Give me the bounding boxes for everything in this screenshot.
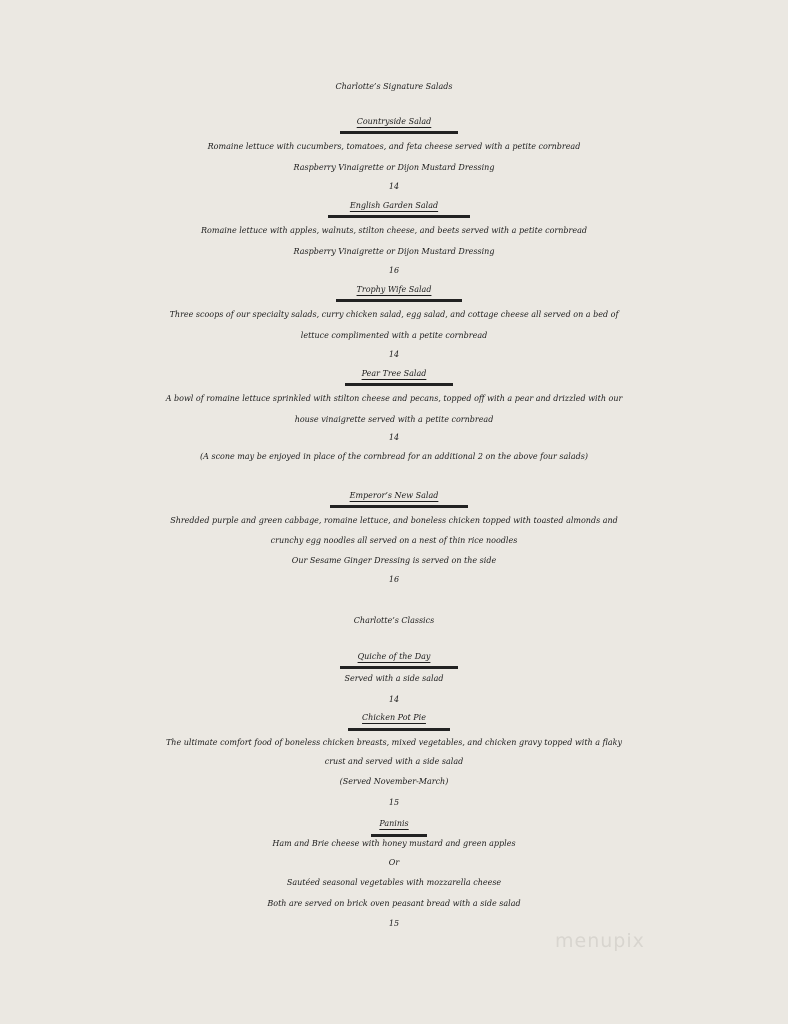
item-description: Raspberry Vinaigrette or Dijon Mustard Dressing: [293, 163, 495, 172]
section-title-salads: Charlotte’s Signature Salads: [335, 82, 453, 91]
item-price: 15: [388, 798, 400, 807]
item-description: Shredded purple and green cabbage, romaine lettuce, and boneless chicken topped with toasted almonds and: [170, 516, 618, 525]
section-title-classics: Charlotte’s Classics: [353, 616, 435, 625]
item-description: (Served November-March): [339, 777, 449, 786]
item-description: lettuce complimented with a petite cornbread: [300, 331, 488, 340]
item-price: 14: [388, 433, 400, 442]
title-rule: [330, 505, 468, 508]
title-rule: [336, 299, 462, 302]
title-rule: [345, 383, 453, 386]
item-description: crust and served with a side salad: [324, 757, 464, 766]
item-description: Our Sesame Ginger Dressing is served on the side: [291, 556, 497, 565]
item-description: Served with a side salad: [344, 674, 444, 683]
item-description: Sautéed seasonal vegetables with mozzarella cheese: [286, 878, 502, 887]
item-title-paninis: Paninis: [379, 819, 409, 828]
item-title-emperor: Emperor’s New Salad: [349, 491, 439, 500]
item-price: 15: [388, 919, 400, 928]
item-description: Both are served on brick oven peasant bread with a side salad: [267, 899, 521, 908]
item-description: house vinaigrette served with a petite cornbread: [294, 415, 494, 424]
item-description: Or: [388, 858, 400, 867]
item-price: 14: [388, 182, 400, 191]
title-rule: [328, 215, 470, 218]
item-title-trophy-wife: Trophy Wife Salad: [356, 285, 432, 294]
item-price: 14: [388, 350, 400, 359]
item-description: crunchy egg noodles all served on a nest of thin rice noodles: [270, 536, 518, 545]
item-price: 16: [388, 575, 400, 584]
title-rule: [340, 131, 458, 134]
item-description: Three scoops of our specialty salads, curry chicken salad, egg salad, and cottage cheese all served on a bed of: [169, 310, 619, 319]
item-description: A bowl of romaine lettuce sprinkled with stilton cheese and pecans, topped off with a pear and drizzled with our: [165, 394, 623, 403]
title-rule: [348, 728, 450, 731]
item-title-quiche: Quiche of the Day: [357, 652, 431, 661]
item-description: Romaine lettuce with apples, walnuts, stilton cheese, and beets served with a petite cornbread: [201, 226, 587, 235]
item-price: 14: [388, 695, 400, 704]
title-rule: [340, 666, 458, 669]
scone-note: (A scone may be enjoyed in place of the cornbread for an additional 2 on the above four salads): [200, 452, 588, 461]
item-description: Romaine lettuce with cucumbers, tomatoes, and feta cheese served with a petite cornbread: [207, 142, 581, 151]
item-title-pot-pie: Chicken Pot Pie: [362, 713, 426, 722]
item-title-countryside: Countryside Salad: [356, 117, 432, 126]
item-title-pear-tree: Pear Tree Salad: [361, 369, 427, 378]
item-description: Ham and Brie cheese with honey mustard and green apples: [272, 839, 516, 848]
item-description: The ultimate comfort food of boneless chicken breasts, mixed vegetables, and chicken gravy topped with a flaky: [165, 738, 623, 747]
item-title-english-garden: English Garden Salad: [349, 201, 439, 210]
item-description: Raspberry Vinaigrette or Dijon Mustard Dressing: [293, 247, 495, 256]
item-price: 16: [388, 266, 400, 275]
watermark-logo: menupix: [555, 930, 645, 952]
